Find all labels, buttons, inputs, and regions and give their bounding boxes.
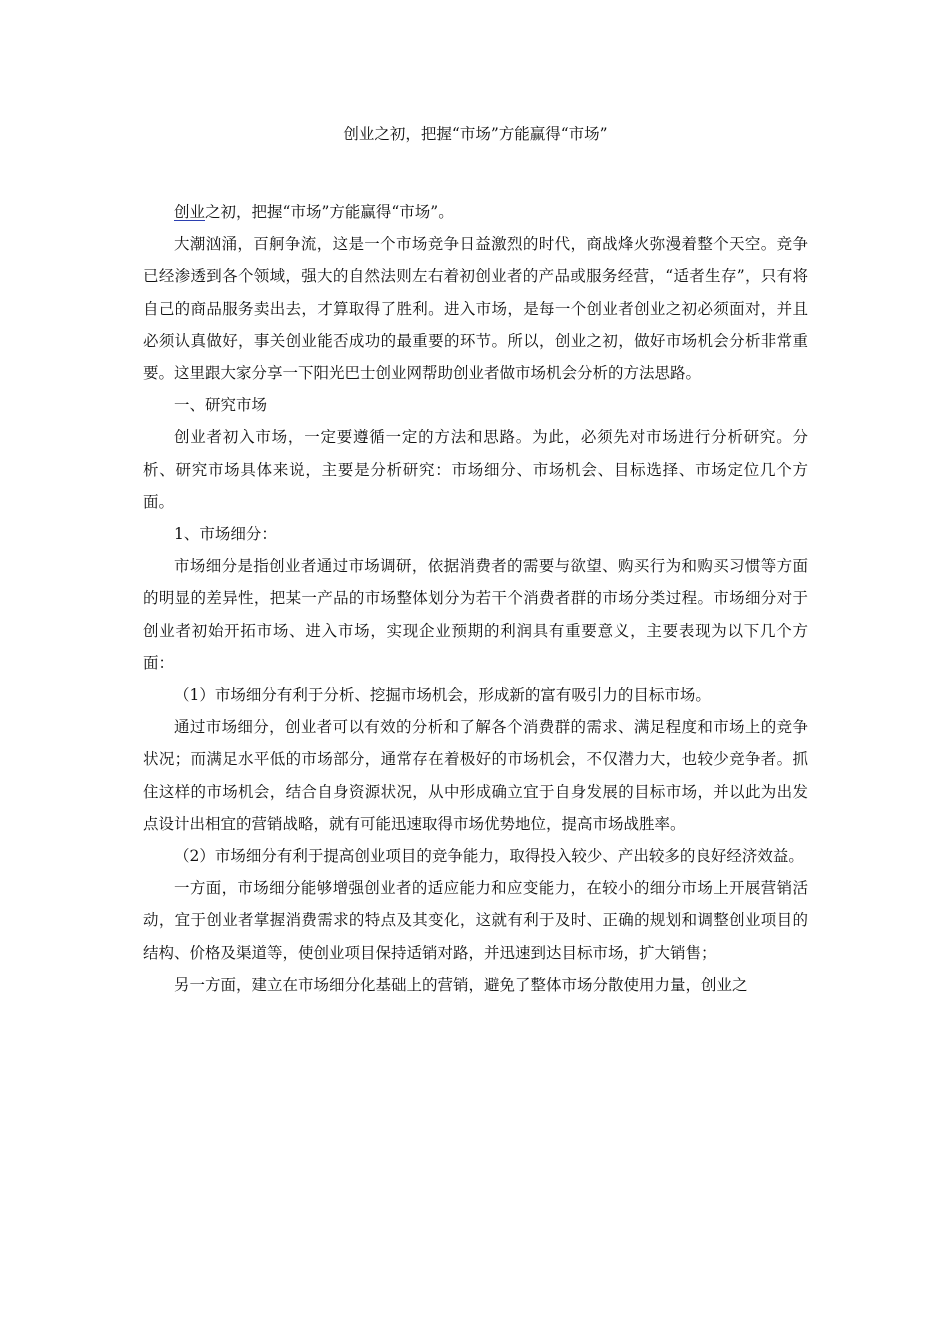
body-paragraph: 大潮汹涌，百舸争流，这是一个市场竞争日益激烈的时代，商战烽火弥漫着整个天空。竞争已经渗透到各个领域，强大的自然法则左右着初创业者的产品或服务经营，“适者生存”，只有将自己的商品服务卖出去，才算取得了胜利。进入市场，是每一个创业者创业之初必须面对，并且必须认真做好，事关创业能否成功的最重要的环节。所以，创业之初，做好市场机会分析非常重要。这里跟大家分享一下阳光巴士创业网帮助创业者做市场机会分析的方法思路。 [143,235,808,383]
document-body [143,196,808,1001]
point-heading: （2）市场细分有利于提高创业项目的竞争能力，取得投入较少、产出较多的良好经济效益。 [174,847,804,866]
lead-paragraph [143,196,808,228]
body-paragraph: 市场细分是指创业者通过市场调研，依据消费者的需要与欲望、购买行为和购买习惯等方面的明显的差异性，把某一产品的市场整体划分为若干个消费者群的市场分类过程。市场细分对于创业者初始开拓市场、进入市场，实现企业预期的利润具有重要意义，主要表现为以下几个方面： [143,557,808,672]
lead-text: 之初，把握“市场”方能赢得“市场”。 [205,203,454,221]
body-paragraph: 一方面，市场细分能够增强创业者的适应能力和应变能力，在较小的细分市场上开展营销活动，宜于创业者掌握消费需求的特点及其变化，这就有利于及时、正确的规划和调整创业项目的结构、价格及渠道等，使创业项目保持适销对路，并迅速到达目标市场，扩大销售； [143,879,808,962]
section-heading: 一、研究市场 [174,396,268,415]
subsection-heading: 1、市场细分： [174,525,277,544]
lead-link[interactable]: 创业 [174,203,206,221]
body-paragraph: 通过市场细分，创业者可以有效的分析和了解各个消费群的需求、满足程度和市场上的竞争状况；而满足水平低的市场部分，通常存在着极好的市场机会，不仅潜力大，也较少竞争者。抓住这样的市场机会，结合自身资源状况，从中形成确立宜于自身发展的目标市场，并以此为出发点设计出相宜的营销战略，就有可能迅速取得市场优势地位，提高市场战胜率。 [143,718,808,833]
body-paragraph: 创业者初入市场，一定要遵循一定的方法和思路。为此，必须先对市场进行分析研究。分析、研究市场具体来说，主要是分析研究：市场细分、市场机会、目标选择、市场定位几个方面。 [143,428,808,511]
point-heading: （1）市场细分有利于分析、挖掘市场机会，形成新的富有吸引力的目标市场。 [174,686,711,705]
body-paragraph: 另一方面，建立在市场细分化基础上的营销，避免了整体市场分散使用力量，创业之 [174,975,748,994]
document-title: 创业之初，把握“市场”方能赢得“市场” [343,125,608,143]
